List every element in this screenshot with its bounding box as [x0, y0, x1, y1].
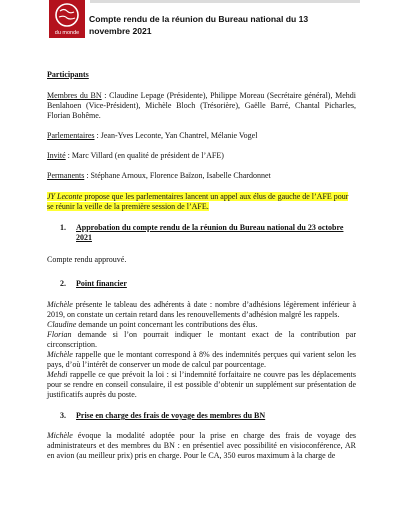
- logo: [49, 0, 85, 38]
- section-2-heading: [47, 279, 356, 289]
- statement-text: présente le tableau des adhérents à date : nombre d’adhésions légèrement inférieur à 2019, on constate un certain retard dans les renouvellements d’adhésion malgré les rappels.: [47, 300, 356, 319]
- members-paragraph: [47, 91, 356, 121]
- speaker-name: Michèle: [47, 431, 73, 440]
- guest-text: : Marc Villard (en qualité de président de l’AFE): [65, 151, 224, 160]
- section-1-heading: [47, 223, 356, 243]
- permanents-text: : Stéphane Arnoux, Florence Baïzon, Isabelle Chardonnet: [84, 171, 271, 180]
- section-1-number: 1.: [60, 223, 66, 232]
- document-title: Compte rendu de la réunion du Bureau national du 13 novembre 2021: [89, 14, 309, 36]
- section-2-paragraph: [47, 300, 356, 400]
- guest-label: Invité: [47, 151, 66, 160]
- globe-icon: [53, 2, 81, 28]
- section-1-text: Compte rendu approuvé.: [47, 255, 127, 264]
- section-3-paragraph: [47, 431, 356, 461]
- permanents-label: Permanents: [47, 171, 85, 180]
- speaker-name: Michèle: [47, 350, 73, 359]
- participants-heading: Participants: [47, 70, 89, 79]
- highlight-text: propose que les parlementaires lancent un appel aux élus de gauche de l’AFE pour se réunir la veille de la première session de l’AFE.: [47, 192, 349, 211]
- section-2-title: Point financier: [76, 279, 127, 288]
- highlight-paragraph: [47, 192, 356, 212]
- speaker-name: Mehdi: [47, 370, 68, 379]
- speaker-name: Claudine: [47, 320, 77, 329]
- top-stripe: [90, 0, 360, 3]
- guest-paragraph: [47, 151, 356, 161]
- speaker-name: Florian: [47, 330, 72, 339]
- permanents-paragraph: [47, 171, 356, 181]
- members-label: Membres du BN: [47, 91, 102, 100]
- section-3-heading: [47, 411, 356, 421]
- section-1-title: Approbation du compte rendu de la réunion du Bureau national du 23 octobre 2021: [76, 223, 344, 242]
- statement-text: rappelle ce que prévoit la loi : si l’indemnité forfaitaire ne couvre pas les déplacements pour se rendre en conseil consulaire, il est possible d’obtenir un supplément sur présentation de justificatifs auprès du poste.: [47, 370, 356, 399]
- speaker-name: Michèle: [47, 300, 73, 309]
- parliament-text: : Jean-Yves Leconte, Yan Chantrel, Mélanie Vogel: [94, 131, 258, 140]
- logo-text: du monde: [54, 30, 80, 36]
- parliament-paragraph: [47, 131, 356, 141]
- highlight-name: JY Leconte: [47, 192, 83, 201]
- section-3-number: 3.: [60, 411, 66, 420]
- parliament-label: Parlementaires: [47, 131, 95, 140]
- statement-text: demande si l’on pourrait indiquer le montant exact de la contribution par circonscription.: [47, 330, 356, 349]
- section-3-title: Prise en charge des frais de voyage des membres du BN: [76, 411, 266, 420]
- statement-text: demande un point concernant les contributions des élus.: [76, 320, 258, 329]
- statement-text: évoque la modalité adoptée pour la prise en charge des frais de voyage des administrateurs et des membres du BN : en présentiel avec possibilité en visioconférence, AR en avion (au meilleur prix) pris en charge. Pour le CA, 350 euros maximum à la charge de: [47, 431, 356, 460]
- section-2-number: 2.: [60, 279, 66, 288]
- document-body: [47, 70, 356, 461]
- members-text: : Claudine Lepage (Présidente), Philippe Moreau (Secrétaire général), Mehdi Benlahoen (Vice-Président), Michèle Bloch (Trésorière), Gaëlle Barré, Chantal Picharles, Florian Bohême.: [47, 91, 357, 120]
- statement-text: rappelle que le montant correspond à 8% des indemnités perçues qui varient selon les pays, d’où l’intérêt de conserver un mode de calcul par pourcentage.: [47, 350, 356, 369]
